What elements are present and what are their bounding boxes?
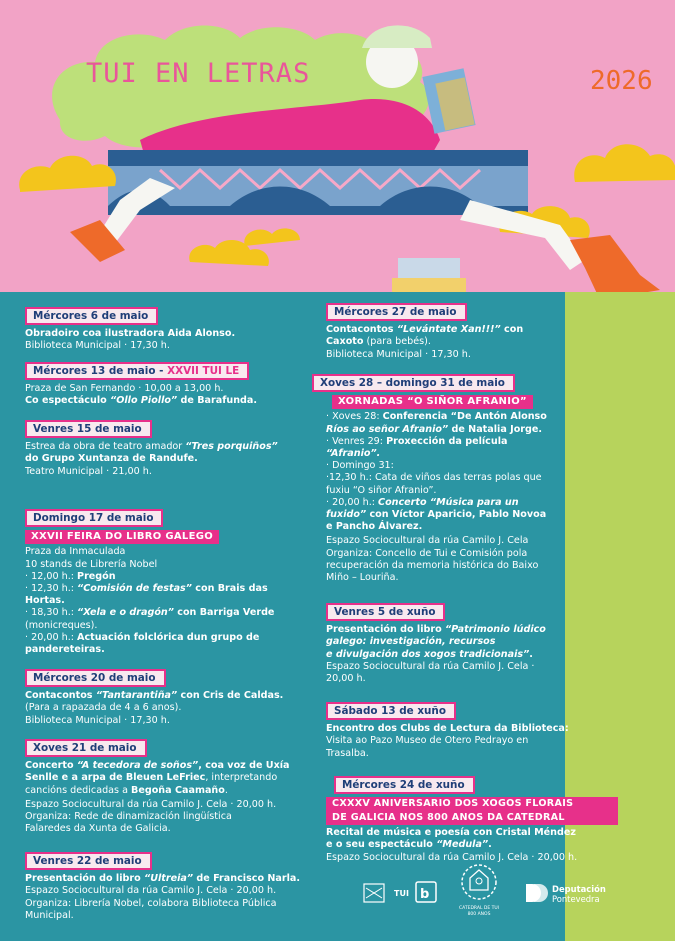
- event-date: Sábado 13 de xuño: [326, 702, 456, 720]
- svg-text:b: b: [420, 887, 430, 902]
- deputacion-icon: [524, 882, 550, 904]
- event-subtitle: XORNADAS “O SIÑOR AFRANIO”: [332, 395, 533, 409]
- poster-year: 2026: [590, 66, 653, 96]
- event-21-may: Xoves 21 de maio Concerto “A tecedora de soños”, coa voz de Uxía Senlle e a arpa de Bleuen LeFriec, interpretando cancións dedicadas a Begoña Caamaño. Espazo Sociocultural da rúa Camilo J. Cela · 20,00 h. Organiza: Rede de dinamización lingüística Falaredes da Xunta de Galicia.: [25, 739, 320, 835]
- event-15-may: Venres 15 de maio Estrea da obra de teatro amador “Tres porquiños” do Grupo Xuntanza de Randufe. Teatro Municipal · 21,00 h.: [25, 420, 315, 478]
- tui-logo-text: TUI: [394, 889, 409, 898]
- bridge-deck: [108, 150, 528, 166]
- event-24-june: Mércores 24 de xuño CXXXV ANIVERSARIO DOS XOGOS FLORAIS DE GALICIA NOS 800 ANOS DA CATEDRAL Recital de música e poesía con Cristal Méndez e o seu espectáculo “Medula”. Espazo Sociocultural da rúa Camilo J. Cela · 20,00 h.: [326, 776, 626, 864]
- event-date: Domingo 17 de maio: [25, 509, 163, 527]
- event-13-june: Sábado 13 de xuño Encontro dos Clubs de Lectura da Biblioteca: Visita ao Pazo Museo de Otero Pedrayo en Trasalba.: [326, 702, 576, 760]
- event-5-june: Venres 5 de xuño Presentación do libro “Patrimonio lúdico galego: investigación, recursos e divulgación dos xogos tradicionais”. Espazo Sociocultural da rúa Camilo J. Cela · 20,00 h.: [326, 603, 566, 685]
- yellow-cloud-right: [574, 144, 675, 182]
- catedral-seal-icon: [452, 862, 506, 902]
- event-date: Xoves 21 de maio: [25, 739, 147, 757]
- event-date: Mércores 20 de maio: [25, 669, 166, 687]
- event-date: Venres 22 de maio: [25, 852, 152, 870]
- book-pile: [398, 258, 460, 278]
- poster-title: TUI EN LETRAS: [86, 58, 311, 89]
- event-date: Mércores 13 de maio - XXVII TUI LE: [25, 362, 249, 380]
- event-20-may: Mércores 20 de maio Contacontos “Tantarantiña” con Cris de Caldas. (Para a rapazada de 4 a 6 anos). Biblioteca Municipal · 17,30 h.: [25, 669, 315, 727]
- event-date: Venres 15 de maio: [25, 420, 152, 438]
- yellow-cloud-left: [19, 156, 116, 192]
- event-date: Mércores 27 de maio: [326, 303, 467, 321]
- event-date: Mércores 24 de xuño: [334, 776, 475, 794]
- event-27-may: Mércores 27 de maio Contacontos “Levántate Xan!!!” con Caxoto (para bebés). Biblioteca Municipal · 17,30 h.: [326, 303, 566, 361]
- event-22-may: Venres 22 de maio Presentación do libro “Ultreia” de Francisco Narla. Espazo Sociocultural da rúa Camilo J. Cela · 20,00 h. Organiza: Librería Nobel, colabora Biblioteca Pública Municipal.: [25, 852, 320, 922]
- event-subtitle: DE GALICIA NOS 800 ANOS DA CATEDRAL: [326, 811, 618, 825]
- event-28-31-may: Xoves 28 – domingo 31 de maio XORNADAS “O SIÑOR AFRANIO” · Xoves 28: Conferencia “De Antón Alonso Ríos ao señor Afranio” de Natalia Jorge. · Venres 29: Proxección da película “Afranio”. · Domingo 31: ·12,30 h.: Cata de viños das terras polas que fuxiu “O siñor Afranio”. · 20,00 h.: Concerto “Música para un fuxido” con Víctor Aparicio, Pablo Novoa e Pancho Álvarez. Espazo Sociocultural da rúa Camilo J. Cela Organiza: Concello de Tui e Comisión pola recuperación da memoria histórica do Baixo Miño – Louriña.: [312, 374, 562, 584]
- event-subtitle: CXXXV ANIVERSARIO DOS XOGOS FLORAIS: [326, 797, 618, 811]
- event-date: Mércores 6 de maio: [25, 307, 158, 325]
- logo-tui-biblioteca: [362, 868, 438, 916]
- event-date: Xoves 28 – domingo 31 de maio: [312, 374, 515, 392]
- event-date: Venres 5 de xuño: [326, 603, 445, 621]
- hat: [362, 25, 432, 48]
- event-6-may: Mércores 6 de maio Obradoiro coa ilustradora Aida Alonso. Biblioteca Municipal · 17,30 h.: [25, 307, 315, 353]
- event-17-may: Domingo 17 de maio XXVII FEIRA DO LIBRO GALEGO Praza da Inmaculada 10 stands de Librería Nobel · 12,00 h.: Pregón · 12,30 h.: “Comisión de festas” con Brais das Hortas. · 18,30 h.: “Xela e o dragón” con Barriga Verde (monicreques). · 20,00 h.: Actuación folclórica dun grupo de pandereteiras.: [25, 509, 315, 656]
- shoe-right: [570, 235, 660, 300]
- logo-catedral-de-tui: CATEDRAL DE TUI 800 ANOS: [452, 862, 506, 922]
- event-subtitle: XXVII FEIRA DO LIBRO GALEGO: [25, 530, 219, 544]
- logo-deputacion-pontevedra: Deputación Pontevedra: [524, 882, 614, 908]
- event-13-may: Mércores 13 de maio - XXVII TUI LE Praza de San Fernando · 10,00 a 13,00 h. Co espectáculo “Ollo Piollo” de Barafunda.: [25, 362, 315, 408]
